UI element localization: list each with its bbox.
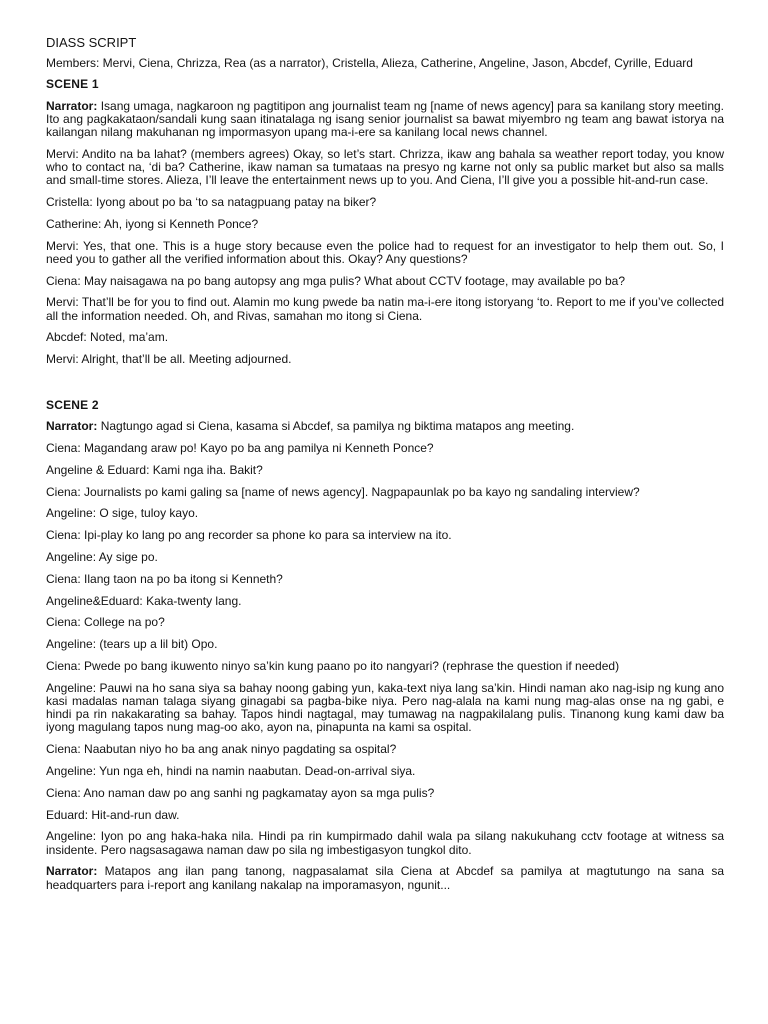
script-line: [46, 529, 724, 542]
script-line: [46, 420, 724, 433]
script-line: [46, 573, 724, 586]
script-line: [46, 765, 724, 778]
line-text: Angeline: Yun nga eh, hindi na namin naabutan. Dead-on-arrival siya.: [46, 763, 416, 778]
line-text: Angeline: Pauwi na ho sana siya sa bahay noong gabing yun, kaka-text niya lang sa’kin. Hindi naman ako nag-isip ng kung ano kasi madalas naman talaga siyang ginagabi sa pagba-bike niya. Pero nag-alala na kami nung mag-alas onse na ng gabi, e hindi pa rin nakakarating sa bahay. Tapos hindi nagtagal, may tumawag na nagpakilalang pulis. Tinanong kung kami daw ba iyong magulang tapos nung mag-oo ako, ayon na, pinapunta na kami sa ospital.: [46, 680, 724, 735]
script-line: [46, 331, 724, 344]
script-line: [46, 240, 724, 266]
script-line: [46, 507, 724, 520]
line-text: Nagtungo agad si Ciena, kasama si Abcdef, sa pamilya ng biktima matapos ang meeting.: [97, 419, 575, 434]
scene-heading: SCENE 2: [46, 398, 99, 412]
script-line: [46, 743, 724, 756]
line-text: Ciena: Pwede po bang ikuwento ninyo sa’kin kung paano po ito nangyari? (rephrase the question if needed): [46, 658, 620, 673]
script-line: [46, 100, 724, 140]
script-line: [46, 682, 724, 735]
script-line: [46, 486, 724, 499]
speaker-label: Narrator:: [46, 419, 98, 434]
scene-gap: [46, 375, 724, 399]
script-line: [46, 148, 724, 188]
line-text: Ciena: Ano naman daw po ang sanhi ng pagkamatay ayon sa mga pulis?: [46, 785, 435, 800]
script-page: [46, 36, 724, 900]
scenes-container: [46, 78, 724, 891]
script-line: [46, 830, 724, 856]
line-text: Ciena: Ilang taon na po ba itong si Kenneth?: [46, 571, 283, 586]
line-text: Cristella: Iyong about po ba ‘to sa natagpuang patay na biker?: [46, 195, 377, 210]
line-text: Matapos ang ilan pang tanong, nagpasalamat sila Ciena at Abcdef sa pamilya at magtutungo na sana sa headquarters para i-report ang kanilang nakalap na imporamasyon, ngunit...: [46, 864, 724, 892]
script-line: [46, 638, 724, 651]
script-line: [46, 296, 724, 322]
line-text: Angeline: (tears up a lil bit) Opo.: [46, 637, 218, 652]
members-list: Members: Mervi, Ciena, Chrizza, Rea (as a narrator), Cristella, Alieza, Catherine, Angeline, Jason, Abcdef, Cyrille, Eduard: [46, 56, 693, 71]
line-text: Angeline&Eduard: Kaka-twenty lang.: [46, 593, 242, 608]
script-line: [46, 353, 724, 366]
script-line: [46, 809, 724, 822]
speaker-label: Narrator:: [46, 864, 98, 879]
line-text: Abcdef: Noted, ma’am.: [46, 330, 169, 345]
script-line: [46, 660, 724, 673]
script-line: [46, 551, 724, 564]
line-text: Ciena: College na po?: [46, 615, 165, 630]
script-line: [46, 196, 724, 209]
line-text: Eduard: Hit-and-run daw.: [46, 807, 180, 822]
script-line: [46, 275, 724, 288]
line-text: Mervi: Andito na ba lahat? (members agrees) Okay, so let’s start. Chrizza, ikaw ang bahala sa weather report today, you know who to contact na, ‘di ba? Catherine, ikaw naman sa tumataas na presyo ng karne not only sa public market but also sa malls and small-time stores. Alieza, I’ll leave the entertainment news up to you. And Ciena, I’ll give you a possible hit-and-run case.: [46, 146, 724, 188]
line-text: Ciena: Journalists po kami galing sa [name of news agency]. Nagpapaunlak po ba kayo ng sandaling interview?: [46, 484, 640, 499]
script-line: [46, 218, 724, 231]
line-text: Mervi: That’ll be for you to find out. Alamin mo kung pwede ba natin ma-i-ere itong istoryang ‘to. Report to me if you’ve collected all the information needed. Oh, and Rivas, samahan mo itong si Ciena.: [46, 295, 724, 323]
script-line: [46, 442, 724, 455]
line-text: Catherine: Ah, iyong si Kenneth Ponce?: [46, 216, 259, 231]
line-text: Ciena: Naabutan niyo ho ba ang anak ninyo pagdating sa ospital?: [46, 742, 397, 757]
script-line: [46, 616, 724, 629]
line-text: Angeline: O sige, tuloy kayo.: [46, 506, 199, 521]
line-text: Mervi: Alright, that’ll be all. Meeting adjourned.: [46, 352, 292, 367]
line-text: Ciena: Ipi-play ko lang po ang recorder sa phone ko para sa interview na ito.: [46, 528, 452, 543]
line-text: Isang umaga, nagkaroon ng pagtitipon ang journalist team ng [name of news agency] para sa kanilang story meeting. Ito ang pagkakataon/sandali kung saan itinatalaga ng isang senior journalist sa bawat miyembro ng team ang bawat istorya na kailangan nilang makuhanan ng impormasyon upang ma-i-ere sa kanilang local news channel.: [46, 98, 724, 140]
script-line: [46, 787, 724, 800]
line-text: Angeline: Ay sige po.: [46, 549, 158, 564]
line-text: Angeline: Iyon po ang haka-haka nila. Hindi pa rin kumpirmado dahil wala pa silang nakukuhang cctv footage at witness sa insidente. Pero nagsasagawa naman daw po sila ng imbestigasyon tungkol dito.: [46, 829, 724, 857]
speaker-label: Narrator:: [46, 98, 98, 113]
scene-heading: SCENE 1: [46, 77, 99, 92]
script-line: [46, 464, 724, 477]
line-text: Angeline & Eduard: Kami nga iha. Bakit?: [46, 462, 263, 477]
line-text: Ciena: Magandang araw po! Kayo po ba ang pamilya ni Kenneth Ponce?: [46, 441, 434, 455]
line-text: Mervi: Yes, that one. This is a huge story because even the police had to request for an investigator to help them out. So, I need you to gather all the verified information about this. Okay? Any questions?: [46, 238, 724, 266]
document-title: DIASS SCRIPT: [46, 35, 137, 50]
script-line: [46, 595, 724, 608]
script-line: [46, 865, 724, 891]
line-text: Ciena: May naisagawa na po bang autopsy ang mga pulis? What about CCTV footage, may available po ba?: [46, 273, 626, 288]
